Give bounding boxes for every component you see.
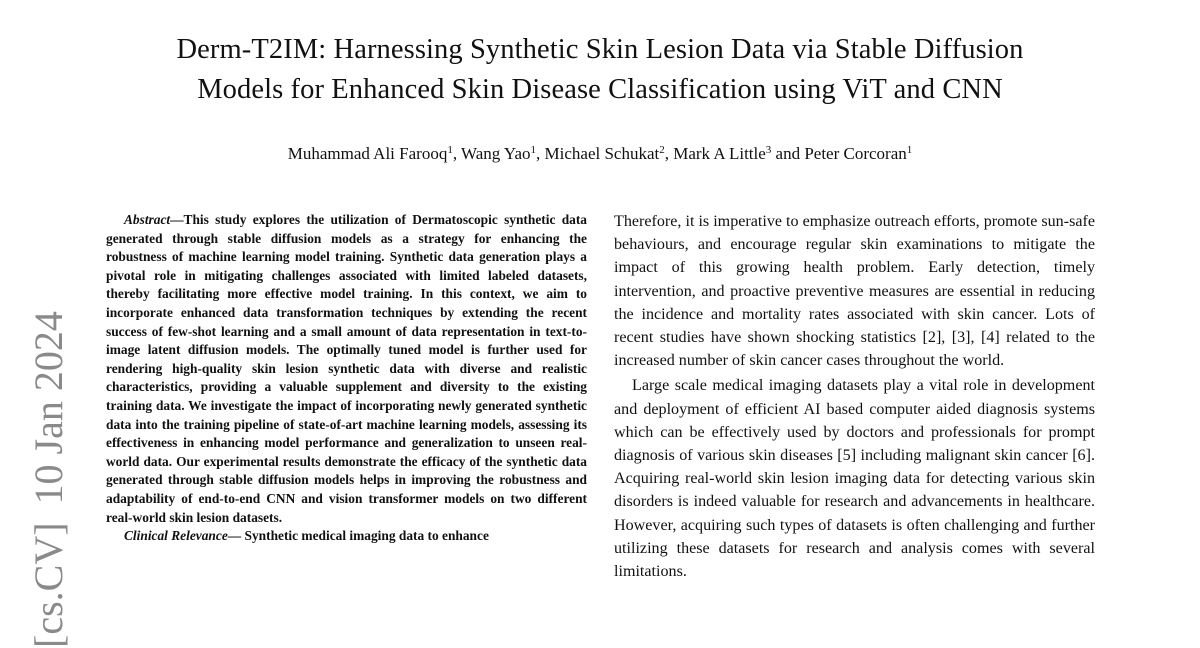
author: Wang Yao$^1$, bbox=[461, 144, 545, 163]
body-paragraph-2: Large scale medical imaging datasets play a vital role in development and deployment of efficient AI based computer aided diagnosis systems which can be effectively used by doctors and professionals for prompt diagnosis of various skin diseases [5] including malignant skin cancer [6]. Acquiring real-world skin lesion imaging data for detecting various skin disorders is indeed valuable for research and advancements in healthcare. However, acquiring such types of datasets is often challenging and further utilizing these datasets for research and analysis comes with several limitations. bbox=[614, 377, 1095, 581]
body-column bbox=[614, 210, 1095, 583]
author: Mark A Little$^3$ and bbox=[673, 144, 805, 163]
body-paragraph-1: Therefore, it is imperative to emphasize outreach efforts, promote sun-safe behaviours, and encourage regular skin examinations to mitigate the impact of this growing health problem. Early detection, timely intervention, and proactive preventive measures are essential in reducing the incidence and mortality rates associated with skin cancer. Lots of recent studies have shown shocking statistics [2], [3], [4] related to the increased number of skin cancer cases throughout the world. bbox=[614, 213, 1095, 370]
title-line-2: Models for Enhanced Skin Disease Classification using ViT and CNN bbox=[197, 74, 1003, 105]
clinical-relevance-label: Clinical Relevance bbox=[124, 528, 228, 544]
arxiv-date: 10 Jan 2024 bbox=[26, 311, 71, 505]
author: Peter Corcoran$^1$ bbox=[804, 144, 913, 163]
author: Muhammad Ali Farooq$^1$, bbox=[287, 144, 462, 163]
clinical-relevance: Clinical Relevance— Synthetic medical imaging data to enhance bbox=[124, 528, 489, 544]
author-list bbox=[0, 142, 1200, 166]
title-line-1: Derm-T2IM: Harnessing Synthetic Skin Lesion Data via Stable Diffusion bbox=[176, 34, 1024, 65]
abstract-text: This study explores the utilization of Dermatoscopic synthetic data generated through stable diffusion models as a strategy for enhancing the robustness of machine learning model training. Synthetic data generation plays a pivotal role in mitigating challenges associated with limited labeled datasets, thereby facilitating more effective model training. In this context, we aim to incorporate enhanced data transformation techniques by extending the recent success of few-shot learning and a small amount of data representation in text-to-image latent diffusion models. The optimally tuned model is further used for rendering high-quality skin lesion synthetic data with diverse and realistic characteristics, providing a valuable supplement and diversity to the existing training data. We investigate the impact of incorporating newly generated synthetic data into the training pipeline of state-of-art machine learning models, assessing its effectiveness in enhancing model performance and generalization to unseen real-world data. Our experimental results demonstrate the efficacy of the synthetic data generated through stable diffusion models helps in improving the robustness and adaptability of end-to-end CNN and vision transformer models on two different real-world skin lesion datasets. bbox=[106, 212, 587, 525]
clinical-relevance-text: Synthetic medical imaging data to enhance bbox=[244, 528, 489, 544]
abstract-paragraph bbox=[106, 211, 587, 527]
abstract-column bbox=[106, 211, 587, 546]
arxiv-category: [cs.CV] bbox=[26, 522, 71, 648]
author: Michael Schukat$^2$, bbox=[544, 144, 674, 163]
arxiv-side-stamp bbox=[27, 293, 71, 648]
abstract-label: Abstract bbox=[124, 212, 171, 227]
abstract-dash: — bbox=[170, 212, 184, 227]
paper-title bbox=[0, 30, 1200, 110]
